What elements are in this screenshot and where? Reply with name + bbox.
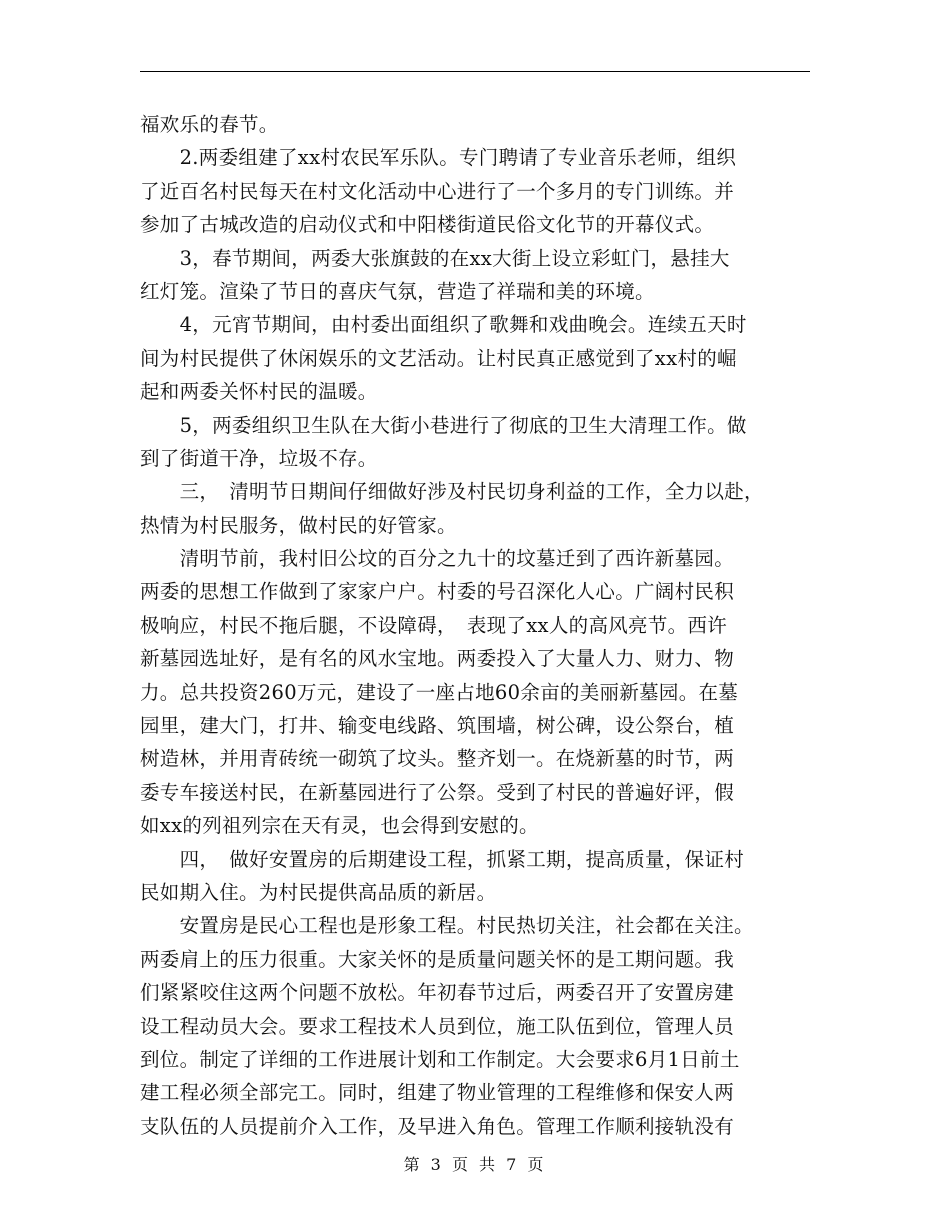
text-line: 支队伍的人员提前介入工作，及早进入角色。管理工作顺利接轨没有 xyxy=(140,1114,735,1138)
text-line: 三， 清明节日期间仔细做好涉及村民切身利益的工作，全力以赴， xyxy=(140,480,764,504)
text-line: 树造林，并用青砖统一砌筑了坟头。整齐划一。在烧新墓的时节，两 xyxy=(140,747,735,771)
text-line: 到了街道干净，垃圾不存。 xyxy=(140,446,378,470)
text-line: 3，春节期间，两委大张旗鼓的在xx大街上设立彩虹门，悬挂大 xyxy=(140,246,730,270)
text-line: 间为村民提供了休闲娱乐的文艺活动。让村民真正感觉到了xx村的崛 xyxy=(140,346,737,370)
text-line: 安置房是民心工程也是形象工程。村民热切关注，社会都在关注。 xyxy=(140,914,754,938)
text-line: 参加了古城改造的启动仪式和中阳楼街道民俗文化节的开幕仪式。 xyxy=(140,213,715,237)
text-line: 热情为村民服务，做村民的好管家。 xyxy=(140,513,457,537)
text-line: 起和两委关怀村民的温暖。 xyxy=(140,380,378,404)
text-line: 福欢乐的春节。 xyxy=(140,113,279,136)
text-line: 民如期入住。为村民提供高品质的新居。 xyxy=(140,880,497,904)
text-line: 建工程必须全部完工。同时，组建了物业管理的工程维修和保安人两 xyxy=(140,1081,735,1105)
text-line: 红灯笼。渲染了节日的喜庆气氛，营造了祥瑞和美的环境。 xyxy=(140,279,655,303)
text-line: 清明节前，我村旧公坟的百分之九十的坟墓迁到了西许新墓园。 xyxy=(140,547,735,571)
text-line: 委专车接送村民，在新墓园进行了公祭。受到了村民的普遍好评，假 xyxy=(140,780,735,804)
text-line: 4，元宵节期间，由村委出面组织了歌舞和戏曲晚会。连续五天时 xyxy=(140,313,747,337)
text-line: 如xx的列祖列宗在天有灵，也会得到安慰的。 xyxy=(140,814,539,838)
text-line: 极响应，村民不拖后腿，不设障碍， 表现了xx人的高风亮节。西许 xyxy=(140,613,728,637)
text-line: 们紧紧咬住这两个问题不放松。年初春节过后，两委召开了安置房建 xyxy=(140,981,735,1005)
header-rule xyxy=(140,71,810,72)
text-line: 四， 做好安置房的后期建设工程，抓紧工期，提高质量，保证村 xyxy=(140,847,745,871)
text-line: 两委肩上的压力很重。大家关怀的是质量问题关怀的是工期问题。我 xyxy=(140,947,735,971)
text-line: 新墓园选址好，是有名的风水宝地。两委投入了大量人力、财力、物 xyxy=(140,647,735,671)
text-line: 力。总共投资260万元，建设了一座占地60余亩的美丽新墓园。在墓 xyxy=(140,680,739,704)
text-line: 5，两委组织卫生队在大街小巷进行了彻底的卫生大清理工作。做 xyxy=(140,413,747,437)
text-line: 了近百名村民每天在村文化活动中心进行了一个多月的专门训练。并 xyxy=(140,179,735,203)
text-line: 园里，建大门，打井、输变电线路、筑围墙，树公碑，设公祭台，植 xyxy=(140,714,735,738)
text-line: 设工程动员大会。要求工程技术人员到位，施工队伍到位，管理人员 xyxy=(140,1014,735,1038)
document-body xyxy=(140,108,820,1143)
text-line: 2.两委组建了xx村农民军乐队。专门聘请了专业音乐老师，组织 xyxy=(140,146,737,170)
page-footer: 第 3 页 共 7 页 xyxy=(403,1155,547,1174)
text-line: 到位。制定了详细的工作进展计划和工作制定。大会要求6月1日前土 xyxy=(140,1047,740,1071)
text-line: 两委的思想工作做到了家家户户。村委的号召深化人心。广阔村民积 xyxy=(140,580,735,604)
